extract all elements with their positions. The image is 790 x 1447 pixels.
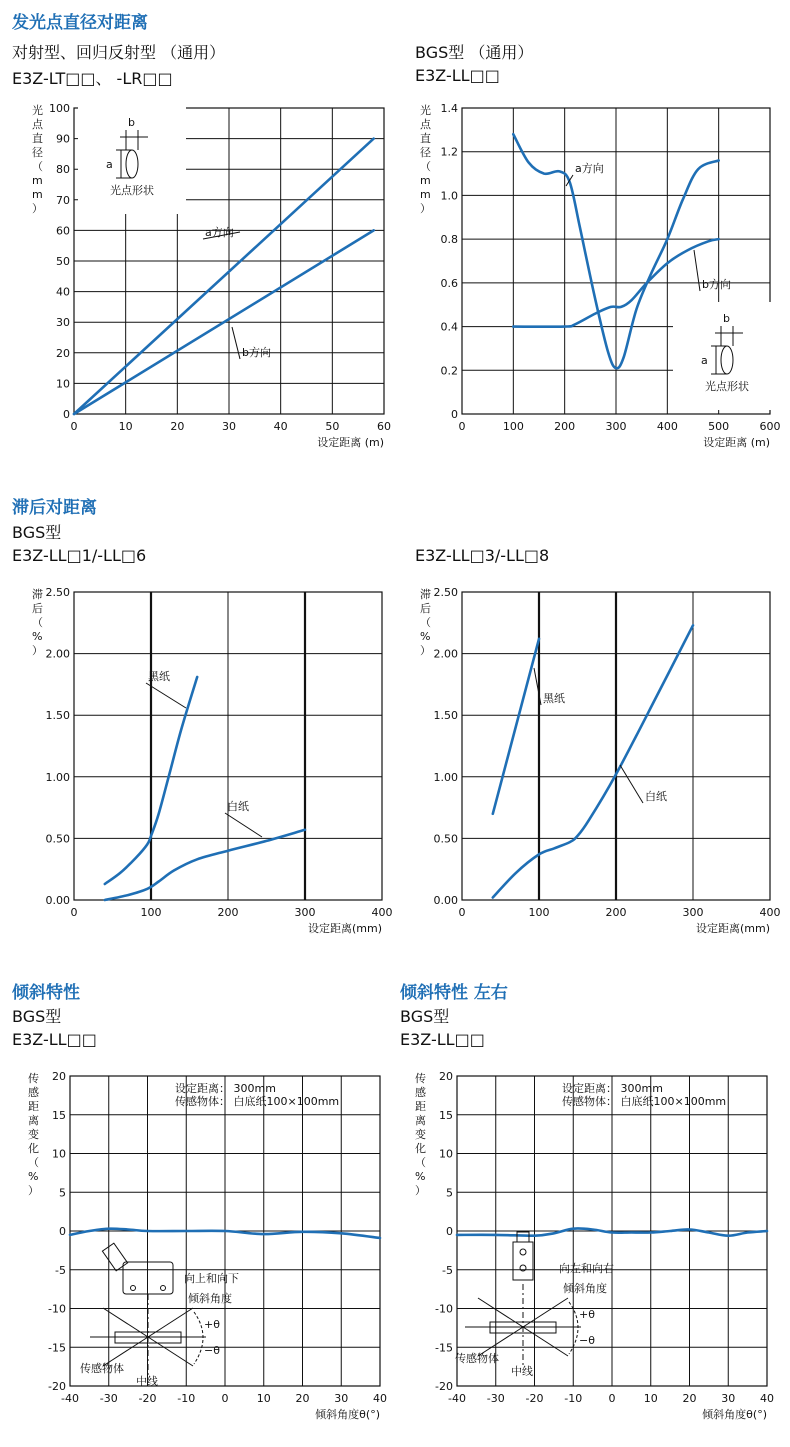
section-title-hysteresis: 滞后对距离	[12, 498, 97, 518]
c1-x-tick-label: 50	[325, 420, 340, 433]
c1-series-label: a方向	[205, 226, 234, 239]
c1-y-tick-label: 0	[63, 408, 70, 421]
c6-x-tick-label: -30	[486, 1392, 505, 1405]
chart6-subtitle-1: BGS型	[400, 1007, 450, 1026]
chart3-subtitle-1: BGS型	[12, 523, 62, 542]
c1-y-tick-label: 20	[56, 346, 70, 360]
c5-chart	[28, 1070, 387, 1421]
c3-x-axis-label: 设定距离(mm)	[307, 922, 382, 935]
c3-y-axis-label: 滞后（%）	[32, 588, 43, 657]
c6-x-tick-label: 20	[682, 1392, 697, 1405]
c2-x-tick-label: 500	[708, 420, 730, 433]
c2-x-tick-label: 400	[656, 420, 678, 433]
c6-tilt-angle-label: 倾斜角度	[563, 1282, 607, 1295]
c6-y-tick-label: -10	[435, 1302, 453, 1316]
c4-x-tick-label: 0	[458, 906, 466, 919]
c4-y-tick-label: 2.50	[433, 586, 458, 599]
c3-x-tick-label: 100	[140, 906, 162, 919]
c2-y-tick-label: 1.0	[440, 189, 458, 203]
c4-x-tick-label: 400	[759, 906, 781, 919]
c6-y-tick-label: 0	[446, 1225, 453, 1238]
c6-y-tick-label: -5	[442, 1263, 453, 1277]
c2-y-tick-label: 1.4	[440, 102, 458, 115]
c2-x-tick-label: 300	[605, 420, 627, 433]
c1-y-tick-label: 40	[56, 285, 70, 299]
c2-y-tick-label: 0.6	[440, 276, 458, 290]
chart2-subtitle-2: E3Z-LL□□	[415, 66, 500, 85]
c3-x-tick-label: 200	[217, 906, 239, 919]
c6-condition-text: 传感物体： 白底纸100×100mm	[562, 1095, 727, 1108]
c4-y-tick-label: 2.00	[433, 647, 458, 661]
c6-condition-text: 设定距离： 300mm	[562, 1082, 663, 1095]
c5-y-tick-label: -5	[55, 1263, 66, 1277]
c2-spot-shape-diagram	[673, 302, 781, 410]
c1-y-tick-label: 90	[56, 132, 70, 146]
c1-chart	[32, 102, 391, 449]
c3-y-tick-label: 0.00	[45, 894, 70, 907]
c5-y-tick-label: 0	[59, 1225, 66, 1238]
c5-x-tick-label: -40	[61, 1392, 79, 1405]
c5-minus-theta-label: −θ	[204, 1344, 220, 1357]
c4-y-tick-label: 1.50	[433, 709, 458, 723]
c2-inset-label-b: b	[723, 312, 730, 325]
c1-y-tick-label: 80	[56, 163, 70, 177]
c2-inset-label-shape: 光点形状	[705, 380, 749, 393]
c3-series-label: 白纸	[227, 800, 249, 813]
c3-chart	[32, 586, 393, 935]
chart1-subtitle-1: 对射型、回归反射型 （通用）	[12, 43, 226, 62]
c6-x-tick-label: 10	[643, 1392, 658, 1405]
c1-inset-label-shape: 光点形状	[110, 184, 154, 197]
c6-x-tick-label: -20	[525, 1392, 544, 1405]
chart5-subtitle-2: E3Z-LL□□	[12, 1030, 97, 1049]
c5-x-tick-label: 40	[373, 1392, 387, 1405]
c3-x-tick-label: 400	[371, 906, 393, 919]
c1-x-tick-label: 10	[118, 420, 133, 433]
chart5-subtitle-1: BGS型	[12, 1007, 62, 1026]
chart6-subtitle-2: E3Z-LL□□	[400, 1030, 485, 1049]
c1-x-tick-label: 0	[70, 420, 78, 433]
c6-minus-theta-label: −θ	[579, 1334, 595, 1347]
c4-x-tick-label: 300	[682, 906, 704, 919]
c6-x-tick-label: -40	[448, 1392, 466, 1405]
c4-series-label: 白纸	[645, 790, 667, 803]
c5-condition-text: 设定距离： 300mm	[175, 1082, 276, 1095]
c3-y-tick-label: 0.50	[45, 832, 70, 846]
c5-object-label: 传感物体	[80, 1362, 124, 1375]
c5-x-tick-label: -20	[138, 1392, 157, 1405]
chart3-subtitle-2: E3Z-LL□1/-LL□6	[12, 546, 147, 565]
c1-y-tick-label: 10	[56, 377, 70, 391]
chart2-subtitle-1: BGS型 （通用）	[415, 43, 534, 62]
c5-y-tick-label: 5	[59, 1186, 66, 1200]
c6-x-tick-label: -10	[564, 1392, 583, 1405]
c5-tilt-direction-label: 向上和向下	[184, 1272, 239, 1285]
c5-y-tick-label: 10	[52, 1147, 66, 1161]
c6-y-tick-label: 5	[446, 1186, 453, 1200]
c2-inset-label-a: a	[701, 354, 708, 367]
c1-spot-shape-diagram	[78, 106, 186, 214]
c3-y-tick-label: 1.00	[45, 770, 70, 784]
c5-condition-text: 传感物体： 白底纸100×100mm	[175, 1095, 340, 1108]
c2-y-tick-label: 0.4	[440, 320, 458, 334]
c6-y-tick-label: -20	[435, 1380, 453, 1393]
c2-x-tick-label: 0	[458, 420, 466, 433]
c4-chart	[420, 586, 781, 935]
c4-series-label: 黑纸	[543, 692, 565, 705]
c2-x-tick-label: 600	[759, 420, 781, 433]
c5-x-tick-label: 30	[334, 1392, 349, 1405]
c6-x-axis-label: 倾斜角度θ(°)	[702, 1408, 767, 1421]
c6-y-tick-label: 15	[439, 1108, 453, 1122]
c5-x-tick-label: 0	[221, 1392, 229, 1405]
c1-x-axis-label: 设定距离 (m)	[317, 436, 384, 449]
section-title-tilt-updown: 倾斜特性	[12, 983, 80, 1003]
c1-y-tick-label: 30	[56, 316, 70, 330]
c1-y-tick-label: 60	[56, 224, 70, 238]
c5-y-tick-label: 20	[52, 1070, 66, 1083]
c5-y-tick-label: -10	[48, 1302, 66, 1316]
c4-y-tick-label: 1.00	[433, 770, 458, 784]
c6-plus-theta-label: +θ	[579, 1308, 595, 1321]
c4-y-tick-label: 0.50	[433, 832, 458, 846]
chart4-subtitle-2: E3Z-LL□3/-LL□8	[415, 546, 550, 565]
section-title-tilt-leftright: 倾斜特性 左右	[400, 983, 508, 1003]
chart1-subtitle-2: E3Z-LT□□、 -LR□□	[12, 69, 173, 88]
c3-y-tick-label: 1.50	[45, 709, 70, 723]
c2-x-axis-label: 设定距离 (m)	[703, 436, 770, 449]
c5-y-tick-label: -20	[48, 1380, 66, 1393]
c6-x-tick-label: 0	[608, 1392, 616, 1405]
c2-y-axis-label: 光点直径（ m m ）	[420, 104, 431, 215]
c1-x-tick-label: 30	[222, 420, 236, 433]
c4-x-tick-label: 200	[605, 906, 627, 919]
c3-series-label: 黑纸	[148, 670, 170, 683]
c6-x-tick-label: 40	[760, 1392, 774, 1405]
c6-y-axis-label: 传感距离变化（%）	[415, 1072, 426, 1197]
c1-series-label: b方向	[242, 346, 271, 359]
c2-y-tick-label: 0	[451, 408, 458, 421]
c1-y-tick-label: 70	[56, 193, 70, 207]
c5-x-tick-label: 10	[256, 1392, 271, 1405]
c5-tilt-angle-label: 倾斜角度	[188, 1292, 232, 1305]
c4-y-axis-label: 滞后（%）	[420, 588, 431, 657]
c6-y-tick-label: 20	[439, 1070, 453, 1083]
section-title-spot: 发光点直径对距离	[12, 13, 148, 33]
c3-y-tick-label: 2.00	[45, 647, 70, 661]
c1-x-tick-label: 40	[273, 420, 288, 433]
c1-x-tick-label: 60	[377, 420, 391, 433]
c6-x-tick-label: 30	[721, 1392, 736, 1405]
c1-y-tick-label: 100	[49, 102, 70, 115]
c5-x-tick-label: -10	[177, 1392, 196, 1405]
c2-series-label: a方向	[575, 162, 604, 175]
c6-centerline-label: 中线	[511, 1365, 533, 1378]
c4-y-tick-label: 0.00	[433, 894, 458, 907]
c1-inset-label-a: a	[106, 158, 113, 171]
c1-y-tick-label: 50	[56, 255, 70, 268]
c1-y-axis-label: 光点直径（ m m ）	[32, 104, 43, 215]
c5-y-axis-label: 传感距离变化（%）	[28, 1072, 39, 1197]
c2-y-tick-label: 0.2	[440, 364, 458, 378]
c5-plus-theta-label: +θ	[204, 1318, 220, 1331]
c2-chart	[420, 102, 781, 449]
c5-centerline-label: 中线	[136, 1375, 158, 1388]
c2-x-tick-label: 100	[502, 420, 524, 433]
c6-chart	[415, 1070, 774, 1421]
c2-y-tick-label: 1.2	[440, 145, 458, 159]
c1-x-tick-label: 20	[170, 420, 185, 433]
c5-y-tick-label: -15	[48, 1341, 66, 1355]
c4-x-tick-label: 100	[528, 906, 550, 919]
c3-y-tick-label: 2.50	[45, 586, 70, 599]
c2-x-tick-label: 200	[554, 420, 576, 433]
c4-x-axis-label: 设定距离(mm)	[695, 922, 770, 935]
c5-x-tick-label: -30	[99, 1392, 118, 1405]
c6-object-label: 传感物体	[455, 1352, 499, 1365]
c6-y-tick-label: 10	[439, 1147, 453, 1161]
c2-y-tick-label: 0.8	[440, 233, 458, 247]
c5-x-axis-label: 倾斜角度θ(°)	[315, 1408, 380, 1421]
c3-x-tick-label: 0	[70, 906, 78, 919]
c5-y-tick-label: 15	[52, 1108, 66, 1122]
c1-inset-label-b: b	[128, 116, 135, 129]
c6-y-tick-label: -15	[435, 1341, 453, 1355]
c2-series-label: b方向	[702, 278, 731, 291]
c5-x-tick-label: 20	[295, 1392, 310, 1405]
c6-tilt-direction-label: 向左和向右	[559, 1262, 614, 1275]
c3-x-tick-label: 300	[294, 906, 316, 919]
